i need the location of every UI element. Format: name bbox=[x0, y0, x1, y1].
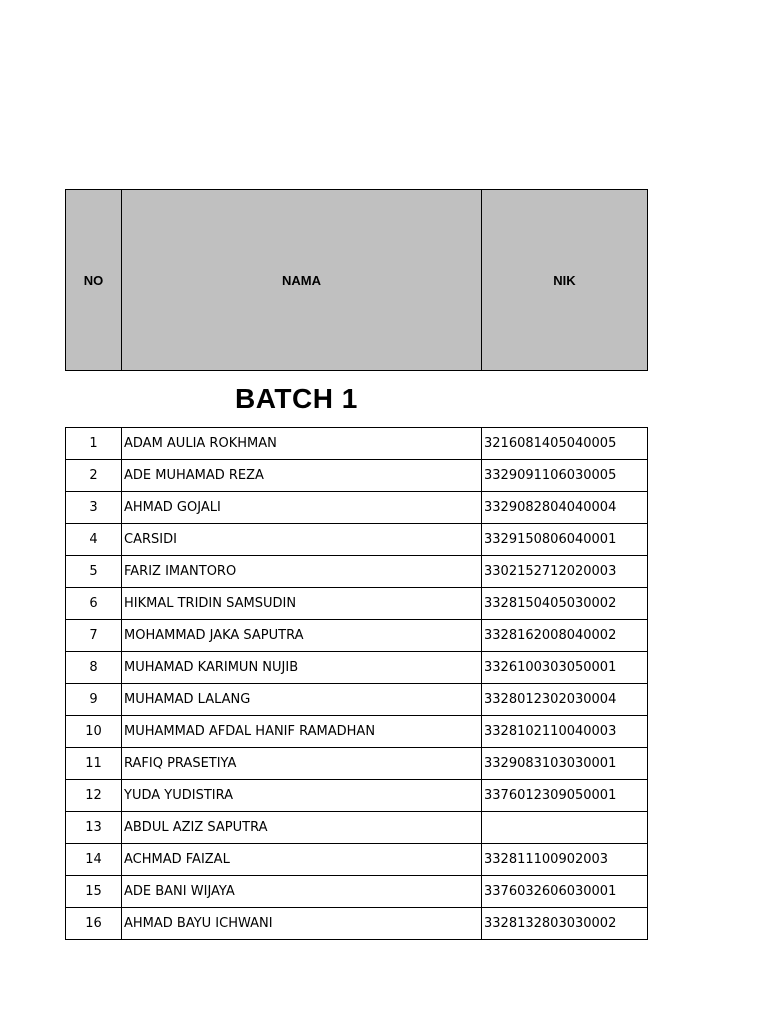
no-cell: 8 bbox=[66, 652, 122, 684]
nama-cell: YUDA YUDISTIRA bbox=[122, 780, 482, 812]
table-row bbox=[66, 876, 648, 908]
no-cell: 3 bbox=[66, 492, 122, 524]
header-row bbox=[66, 190, 648, 371]
header-table bbox=[65, 189, 648, 371]
no-cell: 4 bbox=[66, 524, 122, 556]
table-row bbox=[66, 620, 648, 652]
nama-cell: MUHAMAD KARIMUN NUJIB bbox=[122, 652, 482, 684]
nik-cell: 3302152712020003 bbox=[482, 556, 648, 588]
table-row bbox=[66, 716, 648, 748]
table-row bbox=[66, 460, 648, 492]
nik-cell bbox=[482, 812, 648, 844]
nik-cell: 3329150806040001 bbox=[482, 524, 648, 556]
table-row bbox=[66, 748, 648, 780]
nik-cell: 3216081405040005 bbox=[482, 428, 648, 460]
spreadsheet-page bbox=[65, 189, 647, 940]
no-cell: 15 bbox=[66, 876, 122, 908]
no-cell: 5 bbox=[66, 556, 122, 588]
nama-cell: ACHMAD FAIZAL bbox=[122, 844, 482, 876]
no-cell: 2 bbox=[66, 460, 122, 492]
nik-cell: 3328162008040002 bbox=[482, 620, 648, 652]
nik-cell: 3329082804040004 bbox=[482, 492, 648, 524]
nama-cell: AHMAD BAYU ICHWANI bbox=[122, 908, 482, 940]
nik-cell: 3328150405030002 bbox=[482, 588, 648, 620]
table-row bbox=[66, 908, 648, 940]
nik-cell: 3329091106030005 bbox=[482, 460, 648, 492]
nama-cell: ADE BANI WIJAYA bbox=[122, 876, 482, 908]
nama-cell: CARSIDI bbox=[122, 524, 482, 556]
table-row bbox=[66, 428, 648, 460]
no-cell: 9 bbox=[66, 684, 122, 716]
nik-cell: 3329083103030001 bbox=[482, 748, 648, 780]
table-row bbox=[66, 588, 648, 620]
no-cell: 14 bbox=[66, 844, 122, 876]
table-row bbox=[66, 652, 648, 684]
nama-cell: MUHAMAD LALANG bbox=[122, 684, 482, 716]
nik-cell: 3376012309050001 bbox=[482, 780, 648, 812]
column-header-no: NO bbox=[66, 190, 122, 371]
column-header-nama: NAMA bbox=[122, 190, 482, 371]
table-row bbox=[66, 844, 648, 876]
nama-cell: HIKMAL TRIDIN SAMSUDIN bbox=[122, 588, 482, 620]
no-cell: 10 bbox=[66, 716, 122, 748]
nama-cell: RAFIQ PRASETIYA bbox=[122, 748, 482, 780]
column-header-nik: NIK bbox=[482, 190, 648, 371]
batch-title: BATCH 1 bbox=[235, 383, 358, 414]
nik-cell: 332811100902003 bbox=[482, 844, 648, 876]
nama-cell: FARIZ IMANTORO bbox=[122, 556, 482, 588]
no-cell: 11 bbox=[66, 748, 122, 780]
nama-cell: MUHAMMAD AFDAL HANIF RAMADHAN bbox=[122, 716, 482, 748]
no-cell: 12 bbox=[66, 780, 122, 812]
no-cell: 7 bbox=[66, 620, 122, 652]
no-cell: 16 bbox=[66, 908, 122, 940]
data-table bbox=[65, 427, 648, 940]
data-table-body bbox=[66, 428, 648, 940]
no-cell: 1 bbox=[66, 428, 122, 460]
no-cell: 13 bbox=[66, 812, 122, 844]
table-row bbox=[66, 524, 648, 556]
nik-cell: 3376032606030001 bbox=[482, 876, 648, 908]
table-row bbox=[66, 684, 648, 716]
table-row bbox=[66, 556, 648, 588]
batch-heading-row bbox=[65, 371, 647, 427]
nama-cell: ADE MUHAMAD REZA bbox=[122, 460, 482, 492]
table-row bbox=[66, 492, 648, 524]
no-cell: 6 bbox=[66, 588, 122, 620]
nama-cell: MOHAMMAD JAKA SAPUTRA bbox=[122, 620, 482, 652]
nik-cell: 3328012302030004 bbox=[482, 684, 648, 716]
nama-cell: ABDUL AZIZ SAPUTRA bbox=[122, 812, 482, 844]
table-row bbox=[66, 780, 648, 812]
nik-cell: 3328102110040003 bbox=[482, 716, 648, 748]
nama-cell: ADAM AULIA ROKHMAN bbox=[122, 428, 482, 460]
nama-cell: AHMAD GOJALI bbox=[122, 492, 482, 524]
nik-cell: 3328132803030002 bbox=[482, 908, 648, 940]
nik-cell: 3326100303050001 bbox=[482, 652, 648, 684]
table-row bbox=[66, 812, 648, 844]
